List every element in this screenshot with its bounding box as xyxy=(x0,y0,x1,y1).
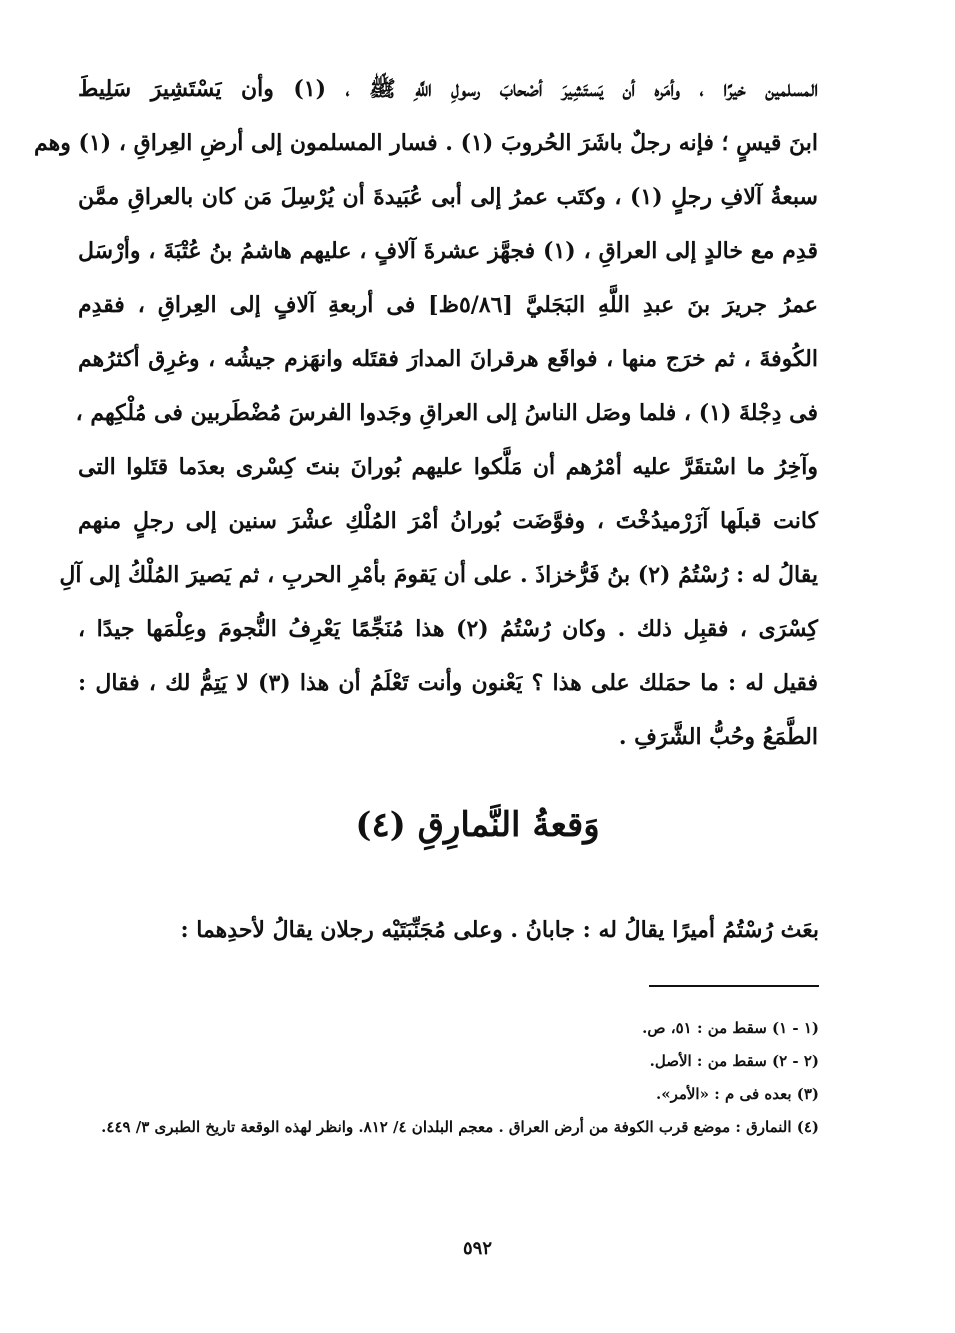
footnote-item: (١ - ١) سقط من : ٥١، ص. xyxy=(642,1019,819,1037)
footnote-item: (٣) بعده فى م : «الأمر». xyxy=(655,1085,819,1103)
footnote-divider xyxy=(649,985,819,987)
main-text-block xyxy=(34,62,818,764)
section-heading: وَقعةُ النَّمارِقِ (٤) xyxy=(355,805,600,845)
text-line: كِسْرَى ، فقبِل ذلك . وكان رُسْتُمُ (٢) هذا مُنَجِّمًا يَعْرِفُ النُّجومَ وعِلْمَها جيدًا ، xyxy=(78,616,818,642)
text-line-last: الطَّمَعُ وحُبُّ الشَّرَفِ . xyxy=(618,724,818,750)
text-line: كانت قبلَها آزَرْميدُخْتَ ، وفوَّضَت بُورانُ أمْرَ المُلْكِ عشْرَ سنين إلى رجلٍ منهم xyxy=(78,508,818,534)
text-line: المسلمين خيرًا ، وأمَره أن يَستَشِيرَ أصْحابَ رسولِ اللَّهِ ﷺ ، (١) وأن يَسْتَشِيرَ سَلِيطَ xyxy=(78,76,818,102)
text-line: عمرُ جريرَ بنَ عبدِ اللَّهِ البَجَليَّ [٥/٨٦ظ] فى أربعةِ آلافٍ إلى العِراقِ ، فقدِم xyxy=(78,292,818,318)
text-line: وآخِرُ ما اسْتقَرَّ عليه أمْرُهم أن مَلَّكوا عليهم بُورانَ بنتَ كِسْرى بعدَما قتَلوا التى xyxy=(78,454,818,480)
text-line: الكُوفةَ ، ثم خرَج منها ، فواقَع هرقرانَ المدارَ فقتَله وانهَزم جيشُه ، وغرِق أكثرُهم xyxy=(78,346,818,372)
text-line: سبعةُ آلافِ رجلٍ (١) ، وكتَب عمرُ إلى أبى عُبَيدةَ أن يُرْسِلَ مَن كان بالعراقِ ممَّن xyxy=(78,184,818,210)
footnotes-block xyxy=(97,1012,819,1144)
text-line: فقيل له : ما حمَلك على هذا ؟ يَعْنون وأنت تَعْلَمُ أن هذا (٣) لا يَتِمُّ لك ، فقال : xyxy=(78,670,818,696)
section-first-line: بعَث رُسْتُمُ أميرًا يقالُ له : جابانُ . وعلى مُجَنِّبَتَيْه رجلان يقالُ لأحدِهما : xyxy=(180,917,819,943)
text-line: يقالُ له : رُسْتُمُ (٢) بنُ فَرُّخزاذَ . على أن يَقومَ بأمْرِ الحربِ ، ثم يَصيرَ المُلْكُ إلى آلِ xyxy=(59,562,818,588)
page-number: ٥٩٢ xyxy=(462,1238,492,1259)
text-line: قدِم مع خالدٍ إلى العراقِ ، (١) فجهَّز عشرةَ آلافٍ ، عليهم هاشمُ بنُ عُتْبَةَ ، وأرْسَل xyxy=(78,238,818,264)
text-line: ابنَ قيسٍ ؛ فإنه رجلٌ باشَرَ الحُروبَ (١) . فسار المسلمون إلى أرضِ العِراقِ ، (١) وهم xyxy=(34,130,818,156)
footnote-item: (٤) النمارق : موضع قرب الكوفة من أرض العراق . معجم البلدان ٤/ ٨١٢. وانظر لهذه الوقعة تاريخ الطبرى ٣/ ٤٤٩. xyxy=(101,1118,819,1136)
text-line: فى دِجْلةَ (١) ، فلما وصَل الناسُ إلى العراقِ وجَدوا الفرسَ مُضْطَربين فى مُلْكِهم ، xyxy=(75,400,818,426)
footnote-item: (٢ - ٢) سقط من : الأصل. xyxy=(649,1052,819,1070)
